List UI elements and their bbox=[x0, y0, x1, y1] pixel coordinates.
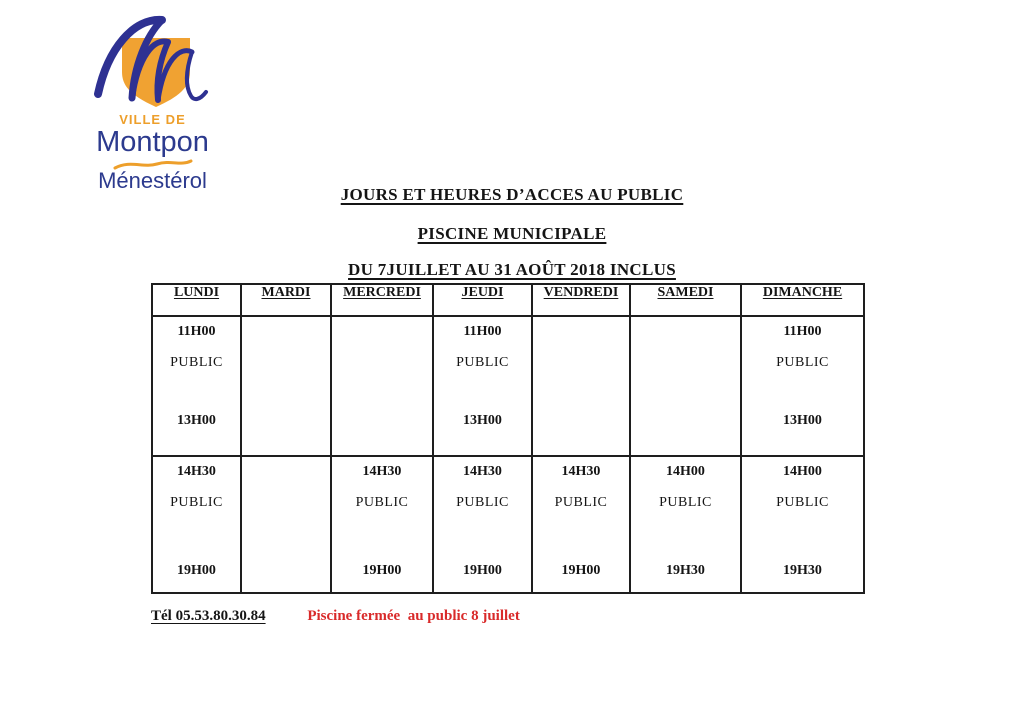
schedule-row bbox=[152, 456, 864, 593]
open-time: 14H30 bbox=[362, 464, 402, 479]
close-time: 19H30 bbox=[666, 563, 705, 578]
logo-city-name-line1: Montpon bbox=[96, 126, 209, 158]
document-title-text: JOURS ET HEURES D’ACCES AU PUBLIC bbox=[340, 185, 684, 204]
city-logo bbox=[70, 8, 235, 192]
day-header-row bbox=[152, 284, 864, 316]
document-title bbox=[0, 185, 1024, 205]
document-subtitle-text: PISCINE MUNICIPALE bbox=[417, 224, 607, 243]
document-subtitle bbox=[0, 224, 1024, 244]
open-time: 11H00 bbox=[783, 324, 822, 339]
schedule-cell bbox=[241, 316, 331, 456]
logo-city-name-line2: Ménestérol bbox=[98, 168, 207, 193]
schedule-cell bbox=[532, 456, 630, 593]
open-time: 14H30 bbox=[177, 464, 216, 479]
schedule-cell bbox=[241, 456, 331, 593]
closure-notice: Piscine fermée au public 8 juillet bbox=[307, 608, 520, 624]
public-label: PUBLIC bbox=[456, 495, 509, 510]
close-time: 13H00 bbox=[463, 413, 502, 428]
day-header: DIMANCHE bbox=[741, 284, 864, 316]
logo-ville-de-label: VILLE DE bbox=[119, 112, 186, 127]
day-header: MERCREDI bbox=[331, 284, 433, 316]
close-time: 19H00 bbox=[463, 563, 502, 578]
close-time: 19H00 bbox=[362, 563, 402, 578]
day-header: MARDI bbox=[241, 284, 331, 316]
phone-number: Tél 05.53.80.30.84 bbox=[151, 608, 266, 624]
footer bbox=[151, 608, 520, 625]
day-header: LUNDI bbox=[152, 284, 241, 316]
schedule-cell bbox=[433, 316, 532, 456]
date-range-title bbox=[0, 260, 1024, 280]
close-time: 13H00 bbox=[177, 413, 216, 428]
schedule-cell bbox=[630, 316, 741, 456]
open-time: 14H00 bbox=[666, 464, 705, 479]
schedule-table bbox=[151, 283, 865, 594]
open-time: 11H00 bbox=[463, 324, 502, 339]
open-time: 14H30 bbox=[561, 464, 601, 479]
close-time: 13H00 bbox=[783, 413, 822, 428]
close-time: 19H30 bbox=[783, 563, 822, 578]
day-header: JEUDI bbox=[433, 284, 532, 316]
date-range-text: DU 7JUILLET AU 31 AOÛT 2018 INCLUS bbox=[348, 260, 676, 279]
schedule-cell bbox=[152, 456, 241, 593]
day-header: VENDREDI bbox=[532, 284, 630, 316]
open-time: 14H30 bbox=[463, 464, 502, 479]
schedule-cell bbox=[532, 316, 630, 456]
public-label: PUBLIC bbox=[170, 495, 223, 510]
open-time: 14H00 bbox=[783, 464, 822, 479]
day-header: SAMEDI bbox=[630, 284, 741, 316]
city-logo-mark bbox=[88, 8, 218, 110]
schedule-cell bbox=[433, 456, 532, 593]
public-label: PUBLIC bbox=[554, 495, 608, 510]
schedule-cell bbox=[630, 456, 741, 593]
schedule-cell bbox=[152, 316, 241, 456]
public-label: PUBLIC bbox=[776, 355, 829, 370]
schedule-cell bbox=[741, 456, 864, 593]
public-label: PUBLIC bbox=[355, 495, 409, 510]
open-time: 11H00 bbox=[177, 324, 216, 339]
schedule-row bbox=[152, 316, 864, 456]
close-time: 19H00 bbox=[561, 563, 601, 578]
public-label: PUBLIC bbox=[456, 355, 509, 370]
public-label: PUBLIC bbox=[659, 495, 712, 510]
public-label: PUBLIC bbox=[170, 355, 223, 370]
close-time: 19H00 bbox=[177, 563, 216, 578]
public-label: PUBLIC bbox=[776, 495, 829, 510]
schedule-cell bbox=[331, 456, 433, 593]
schedule-cell bbox=[741, 316, 864, 456]
schedule-cell bbox=[331, 316, 433, 456]
